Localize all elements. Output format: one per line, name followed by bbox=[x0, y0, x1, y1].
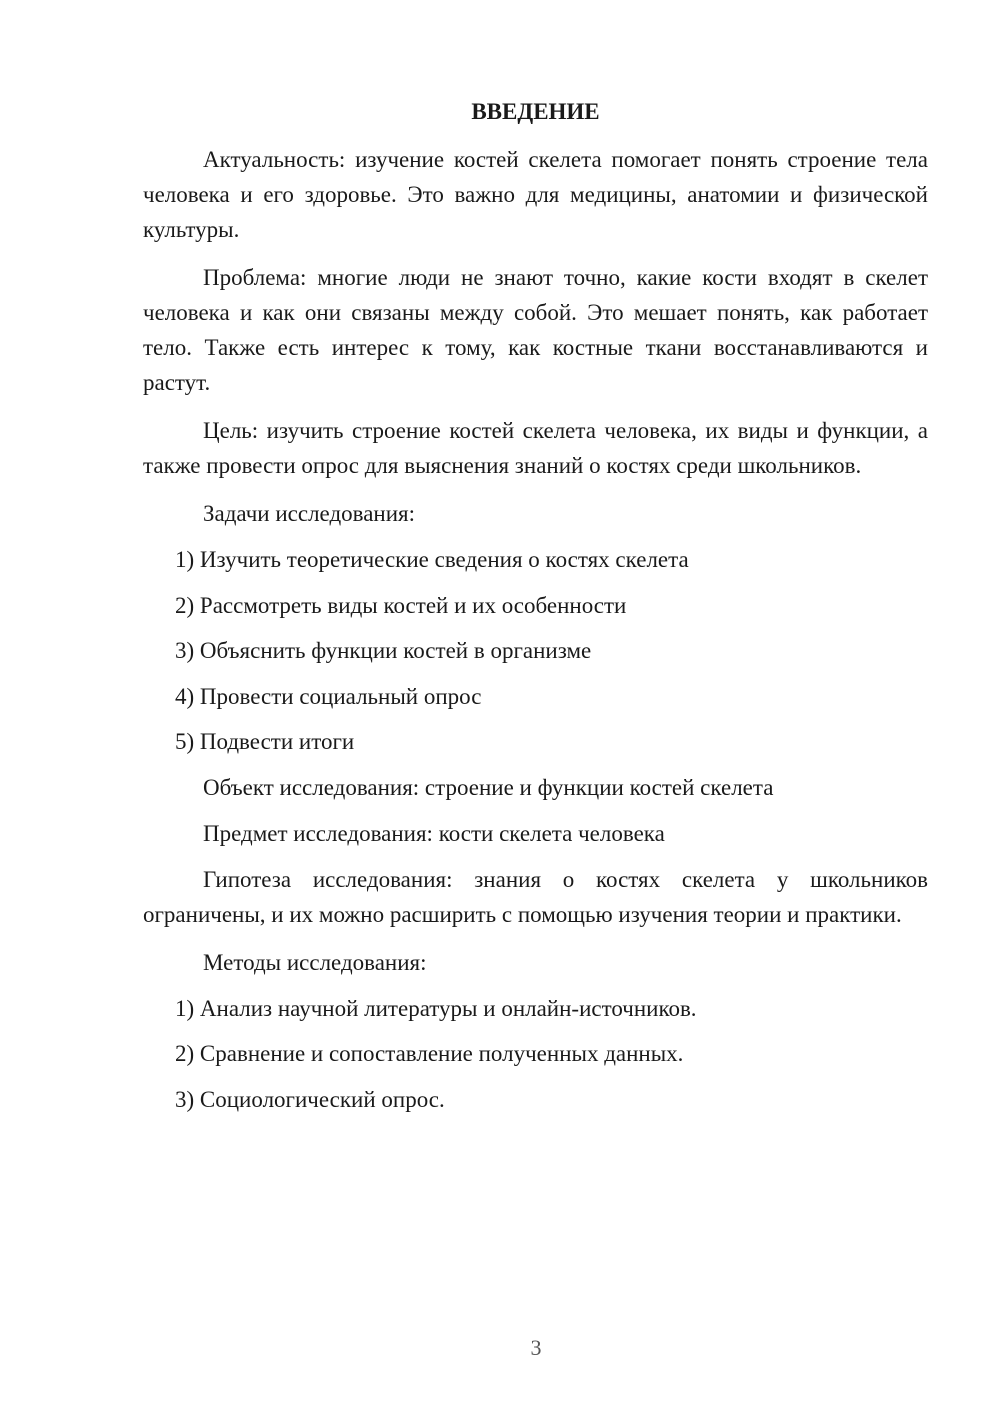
tasks-list bbox=[143, 542, 928, 759]
tasks-heading: Задачи исследования: bbox=[203, 501, 416, 526]
task-item: 4) Провести социальный опрос bbox=[175, 683, 482, 709]
research-object: Объект исследования: строение и функции костей скелета bbox=[203, 774, 774, 800]
hypothesis-paragraph: Гипотеза исследования: знания о костях скелета у школьников ограничены, и их можно расширить с помощью изучения теории и практики. bbox=[143, 866, 928, 927]
goal-paragraph: Цель: изучить строение костей скелета человека, их виды и функции, а также провести опрос для выяснения знаний о костях среди школьников. bbox=[143, 418, 928, 478]
research-subject: Предмет исследования: кости скелета человека bbox=[203, 820, 665, 846]
task-item: 1) Изучить теоретические сведения о костях скелета bbox=[175, 547, 689, 572]
page-content bbox=[143, 94, 928, 1127]
problem-paragraph: Проблема: многие люди не знают точно, какие кости входят в скелет человека и как они связаны между собой. Это мешает понять, как работает тело. Также есть интерес к тому, как костные ткани восстанавливаются и растут. bbox=[143, 265, 928, 395]
task-item: 3) Объяснить функции костей в организме bbox=[175, 638, 592, 663]
method-item: 1) Анализ научной литературы и онлайн-источников. bbox=[175, 995, 697, 1021]
task-item: 2) Рассмотреть виды костей и их особенности bbox=[175, 592, 627, 618]
page-number: 3 bbox=[530, 1335, 542, 1360]
methods-heading: Методы исследования: bbox=[203, 949, 427, 975]
relevance-paragraph: Актуальность: изучение костей скелета помогает понять строение тела человека и его здоровье. Это важно для медицины, анатомии и физической культуры. bbox=[143, 147, 928, 242]
method-item: 2) Сравнение и сопоставление полученных данных. bbox=[175, 1041, 684, 1066]
task-item: 5) Подвести итоги bbox=[175, 729, 355, 754]
method-item: 3) Социологический опрос. bbox=[175, 1086, 445, 1112]
methods-list bbox=[143, 991, 928, 1117]
section-title: ВВЕДЕНИЕ bbox=[471, 99, 600, 124]
